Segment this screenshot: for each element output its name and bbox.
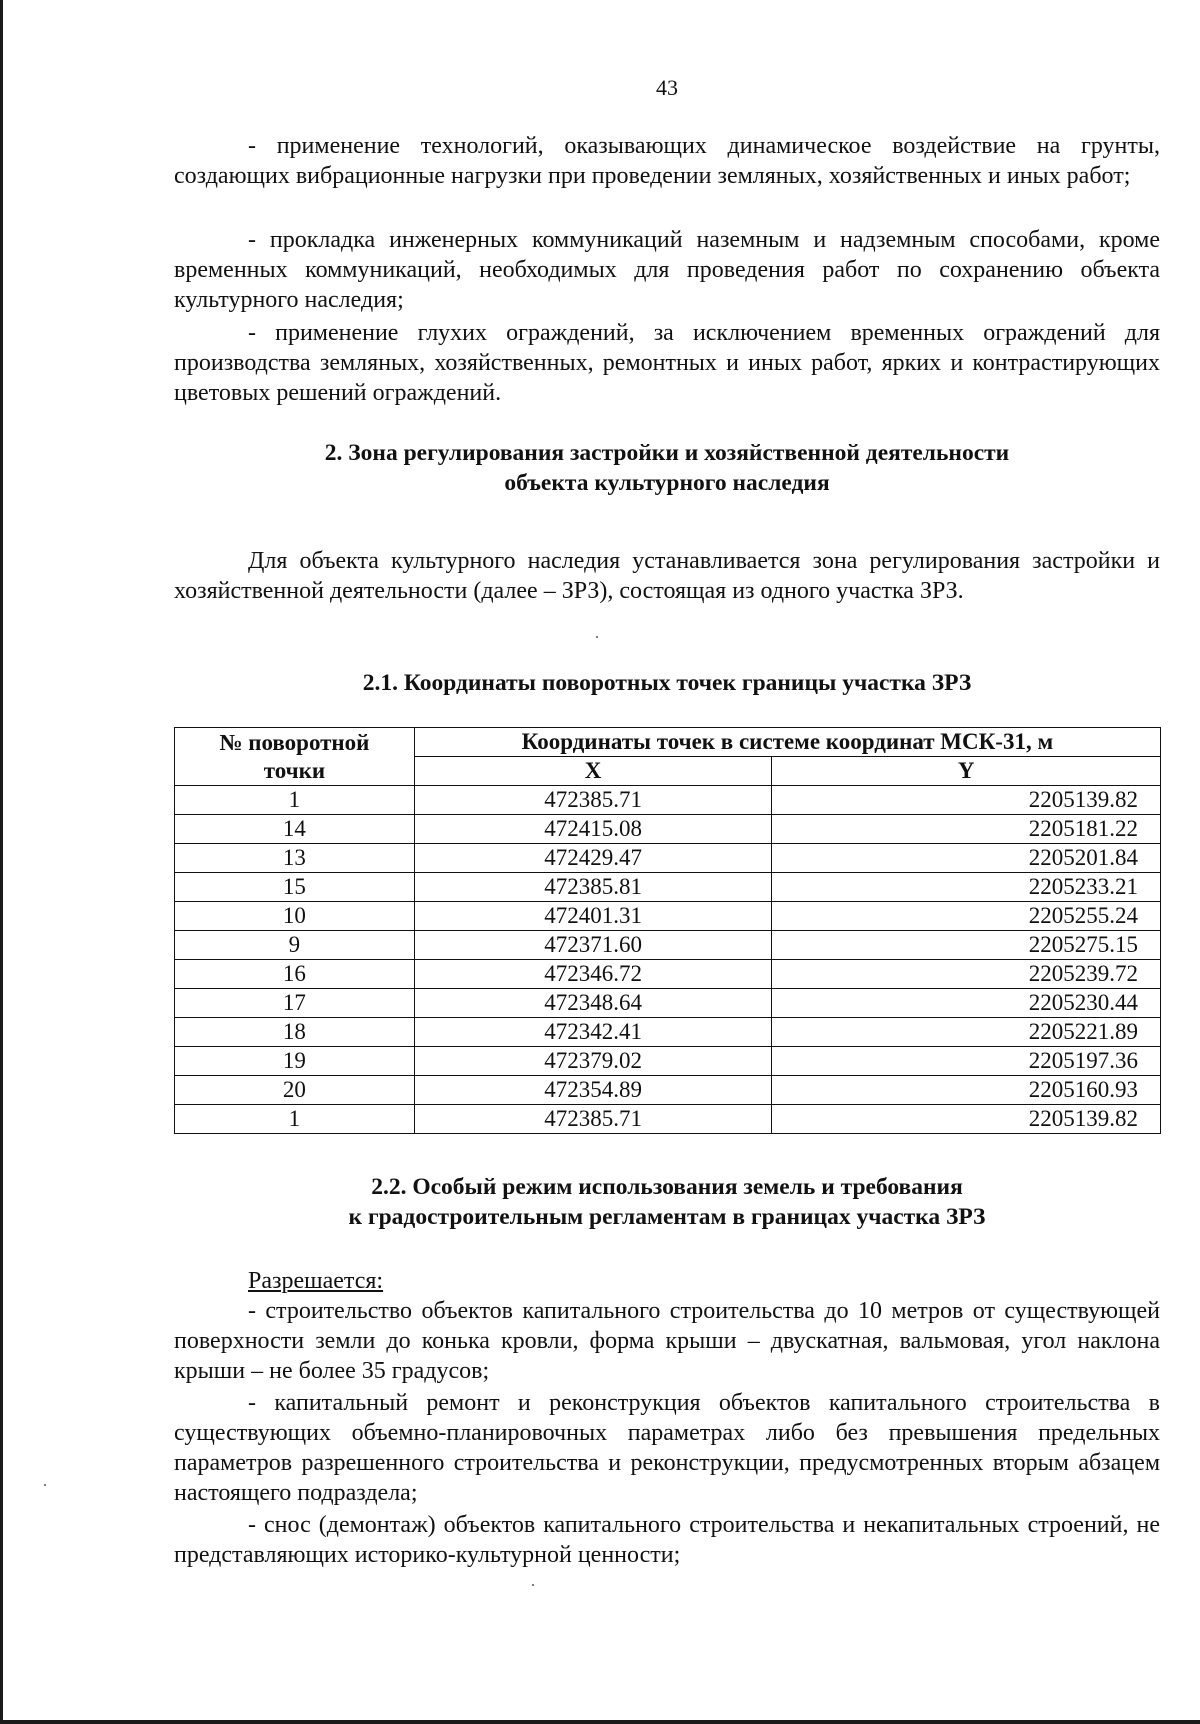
scan-left-border: [0, 0, 3, 1724]
col-header-point: [175, 728, 415, 786]
cell-x: 472371.60: [414, 931, 772, 960]
section-2-intro: Для объекта культурного наследия устанавливается зона регулирования застройки и хозяйственной деятельности (далее – ЗРЗ), состоящая из одного участка ЗРЗ.: [174, 548, 1160, 604]
table-row: [175, 844, 1161, 873]
allowed-label: Разрешается:: [248, 1268, 384, 1294]
cell-x: 472385.71: [414, 1105, 772, 1134]
subsection-2-2-heading-line1: 2.2. Особый режим использования земель и требования: [371, 1174, 963, 1200]
cell-x: 472354.89: [414, 1076, 772, 1105]
cell-x: 472429.47: [414, 844, 772, 873]
cell-point: 14: [175, 815, 415, 844]
col-header-x: X: [414, 757, 772, 786]
cell-x: 472348.64: [414, 989, 772, 1018]
section-2-heading-line2: объекта культурного наследия: [504, 470, 830, 496]
cell-point: 15: [175, 873, 415, 902]
cell-point: 9: [175, 931, 415, 960]
cell-y: 2205197.36: [772, 1047, 1161, 1076]
table-row: [175, 815, 1161, 844]
cell-y: 2205239.72: [772, 960, 1161, 989]
cell-x: 472379.02: [414, 1047, 772, 1076]
table-row: [175, 786, 1161, 815]
cell-x: 472385.71: [414, 786, 772, 815]
table-row: [175, 873, 1161, 902]
allowed-item-reconstruction: - капитальный ремонт и реконструкция объектов капитального строительства в существующих объемно-планировочных параметрах либо без превышения предельных параметров разрешенного строительства и реконструкции, предусмотренных вторым абзацем настоящего подраздела;: [174, 1390, 1160, 1506]
cell-x: 472385.81: [414, 873, 772, 902]
paragraph-utilities: - прокладка инженерных коммуникаций наземным и надземным способами, кроме временных коммуникаций, необходимых для проведения работ по сохранению объекта культурного наследия;: [174, 227, 1160, 313]
subsection-2-1-heading: 2.1. Координаты поворотных точек границы участка ЗРЗ: [362, 670, 972, 696]
cell-x: 472401.31: [414, 902, 772, 931]
cell-x: 472415.08: [414, 815, 772, 844]
scan-speck: [532, 1584, 534, 1586]
cell-y: 2205139.82: [772, 786, 1161, 815]
coordinates-table: [174, 727, 1161, 1134]
cell-y: 2205201.84: [772, 844, 1161, 873]
cell-y: 2205230.44: [772, 989, 1161, 1018]
paragraph-fences: - применение глухих ограждений, за исключением временных ограждений для производства земляных, хозяйственных, ремонтных и иных работ, ярких и контрастирующих цветовых решений ограждений.: [174, 320, 1160, 406]
table-row: [175, 1047, 1161, 1076]
section-2-heading-line1: 2. Зона регулирования застройки и хозяйственной деятельности: [324, 440, 1010, 466]
col-header-point-line2: точки: [263, 757, 326, 783]
cell-point: 19: [175, 1047, 415, 1076]
allowed-item-demolition: - снос (демонтаж) объектов капитального строительства и некапитальных строений, не представляющих историко-культурной ценности;: [174, 1512, 1160, 1568]
cell-point: 13: [175, 844, 415, 873]
cell-point: 1: [175, 1105, 415, 1134]
page-number: 43: [656, 75, 678, 100]
allowed-label-line: [174, 1266, 1160, 1296]
col-header-point-line1: № поворотной: [219, 729, 370, 755]
table-row: [175, 1076, 1161, 1105]
table-row: [175, 931, 1161, 960]
scan-bottom-border: [0, 1720, 1200, 1724]
cell-y: 2205233.21: [772, 873, 1161, 902]
cell-point: 18: [175, 1018, 415, 1047]
cell-point: 20: [175, 1076, 415, 1105]
cell-y: 2205181.22: [772, 815, 1161, 844]
allowed-item-construction: - строительство объектов капитального строительства до 10 метров от существующей поверхности земли до конька кровли, форма крыши – двускатная, вальмовая, угол наклона крыши – не более 35 градусов;: [174, 1298, 1160, 1384]
paragraph-dynamic-impact: - применение технологий, оказывающих динамическое воздействие на грунты, создающих вибрационные нагрузки при проведении земляных, хозяйственных и иных работ;: [174, 133, 1160, 189]
table-row: [175, 960, 1161, 989]
table-row: [175, 902, 1161, 931]
cell-y: 2205275.15: [772, 931, 1161, 960]
col-header-coordinates: Координаты точек в системе координат МСК-31, м: [414, 728, 1160, 757]
cell-x: 472346.72: [414, 960, 772, 989]
scan-speck: [596, 636, 598, 638]
col-header-y: Y: [772, 757, 1161, 786]
cell-x: 472342.41: [414, 1018, 772, 1047]
cell-point: 17: [175, 989, 415, 1018]
cell-y: 2205160.93: [772, 1076, 1161, 1105]
cell-y: 2205255.24: [772, 902, 1161, 931]
table-row: [175, 1105, 1161, 1134]
cell-point: 16: [175, 960, 415, 989]
cell-point: 1: [175, 786, 415, 815]
cell-y: 2205221.89: [772, 1018, 1161, 1047]
cell-y: 2205139.82: [772, 1105, 1161, 1134]
table-row: [175, 989, 1161, 1018]
subsection-2-2-heading-line2: к градостроительным регламентам в границах участка ЗРЗ: [348, 1204, 986, 1230]
scan-speck: [44, 1484, 46, 1486]
cell-point: 10: [175, 902, 415, 931]
table-row: [175, 1018, 1161, 1047]
